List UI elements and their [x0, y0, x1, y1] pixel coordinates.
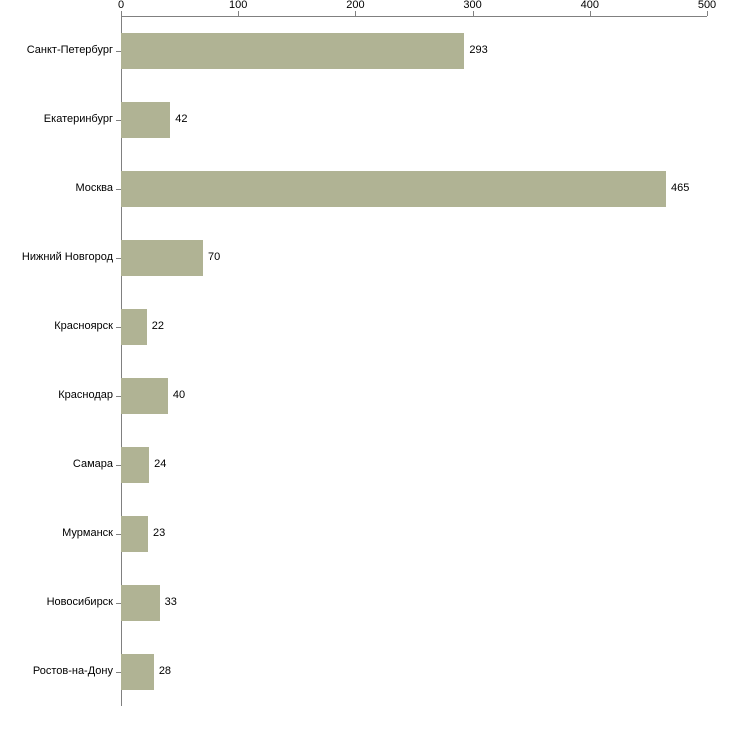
x-axis-tick-label: 200 [346, 0, 365, 11]
y-axis-category-label: Санкт-Петербург [26, 43, 113, 56]
bar[interactable] [121, 171, 666, 207]
x-axis-tick-label: 300 [463, 0, 482, 11]
y-axis-category-label: Ростов-на-Дону [32, 664, 113, 677]
bar-value-label: 40 [172, 388, 186, 401]
bar-row [121, 447, 707, 483]
bar[interactable] [121, 240, 203, 276]
bar-row [121, 240, 707, 276]
bar-row [121, 171, 707, 207]
bar-row [121, 516, 707, 552]
bar[interactable] [121, 378, 168, 414]
bar[interactable] [121, 309, 147, 345]
bar-value-label: 42 [175, 112, 188, 125]
bar[interactable] [121, 447, 149, 483]
bar-row [121, 378, 707, 414]
x-axis-tick-label: 500 [697, 0, 717, 11]
bar-row [121, 654, 707, 690]
bar-value-label: 293 [469, 43, 488, 56]
bar-row [121, 585, 707, 621]
x-axis-tick-label: 0 [117, 0, 125, 11]
bar-value-label: 70 [208, 250, 221, 263]
bar-value-label: 33 [164, 595, 177, 608]
x-axis-tick-label: 100 [229, 0, 248, 11]
plot-area [121, 16, 707, 706]
y-axis-category-label: Екатеринбург [43, 112, 113, 125]
y-axis-category-label: Краснодар [58, 388, 113, 401]
x-axis-tick-label: 400 [580, 0, 599, 11]
bar[interactable] [121, 585, 160, 621]
y-axis-category-label: Красноярск [54, 319, 113, 332]
bar-value-label: 23 [152, 526, 166, 539]
bar[interactable] [121, 654, 154, 690]
bar[interactable] [121, 516, 148, 552]
bar[interactable] [121, 33, 464, 69]
bar-row [121, 102, 707, 138]
bar-value-label: 465 [670, 181, 690, 194]
y-axis-category-label: Нижний Новгород [21, 250, 113, 263]
bar-row [121, 33, 707, 69]
y-axis-category-label: Новосибирск [46, 595, 113, 608]
bar-row [121, 309, 707, 345]
bar-value-label: 28 [158, 664, 172, 677]
bar-value-label: 22 [151, 319, 165, 332]
bar[interactable] [121, 102, 170, 138]
y-axis-category-label: Самара [72, 457, 113, 470]
bar-value-label: 24 [154, 457, 167, 470]
y-axis-category-label: Москва [75, 181, 113, 194]
y-axis-category-label: Мурманск [62, 526, 113, 539]
x-axis-tick [707, 11, 708, 16]
